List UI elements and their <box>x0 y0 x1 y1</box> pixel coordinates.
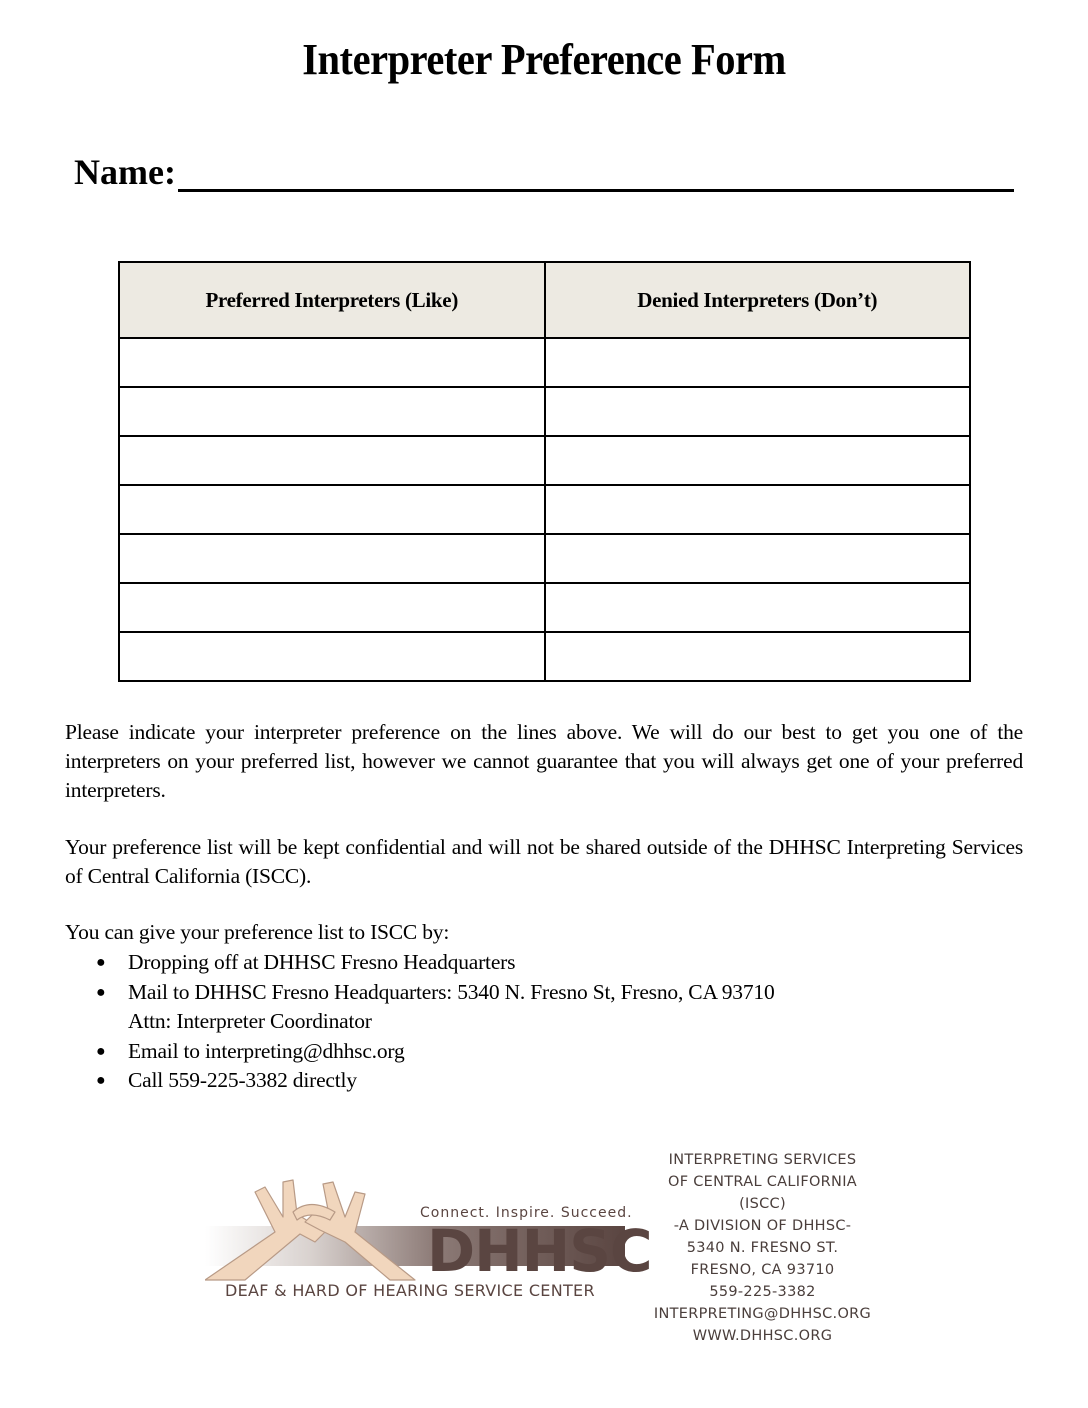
preferred-interpreter-cell[interactable] <box>119 485 545 534</box>
table-row <box>119 632 970 681</box>
method-text: Dropping off at DHHSC Fresno Headquarters <box>128 950 516 974</box>
name-field-row <box>74 152 1014 192</box>
contact-line: INTERPRETING SERVICES <box>668 1152 857 1168</box>
table-row <box>119 583 970 632</box>
preferred-interpreter-cell[interactable] <box>119 436 545 485</box>
method-text: Mail to DHHSC Fresno Headquarters: 5340 N. Fresno St, Fresno, CA 93710 <box>128 979 775 1004</box>
table-header-row <box>119 262 970 338</box>
method-dropoff <box>92 948 775 978</box>
preferred-interpreter-cell[interactable] <box>119 387 545 436</box>
form-title: Interpreter Preference Form <box>302 35 786 84</box>
preferred-interpreter-cell[interactable] <box>119 632 545 681</box>
contact-city: FRESNO, CA 93710 <box>690 1262 835 1278</box>
method-mail <box>92 978 775 1037</box>
preferred-interpreter-cell[interactable] <box>119 534 545 583</box>
bullet-icon: ● <box>96 1072 106 1089</box>
interpreter-preference-table <box>118 261 971 682</box>
contact-website: WWW.DHHSC.ORG <box>692 1328 833 1344</box>
denied-interpreter-cell[interactable] <box>545 338 971 387</box>
method-email <box>92 1037 775 1067</box>
bullet-icon: ● <box>96 983 106 1001</box>
denied-interpreter-cell[interactable] <box>545 583 971 632</box>
instructions-paragraph: Please indicate your interpreter preference on the lines above. We will do our best to get you one of the interpreters on your preferred list, however we cannot guarantee that you will always get one of your preferred interpreters. <box>65 720 1023 802</box>
bullet-icon: ● <box>96 1042 106 1060</box>
preferred-interpreter-cell[interactable] <box>119 338 545 387</box>
contact-line: (ISCC) <box>739 1196 786 1212</box>
name-input-line[interactable] <box>178 153 1014 192</box>
method-call <box>92 1066 775 1096</box>
contact-line: OF CENTRAL CALIFORNIA <box>667 1174 857 1190</box>
submission-intro: You can give your preference list to ISCC by: <box>65 920 450 944</box>
denied-interpreter-cell[interactable] <box>545 387 971 436</box>
contact-block <box>640 1149 885 1347</box>
denied-interpreter-cell[interactable] <box>545 534 971 583</box>
logo-tagline: Connect. Inspire. Succeed. <box>420 1205 633 1221</box>
method-text: Call 559-225-3382 directly <box>128 1068 357 1092</box>
method-text: Email to interpreting@dhhsc.org <box>128 1038 405 1063</box>
contact-line: -A DIVISION OF DHHSC- <box>673 1218 852 1234</box>
contact-phone: 559-225-3382 <box>709 1284 816 1300</box>
preferred-interpreter-cell[interactable] <box>119 583 545 632</box>
name-label: Name: <box>74 152 176 192</box>
table-row <box>119 436 970 485</box>
bullet-icon: ● <box>96 954 106 971</box>
denied-interpreter-cell[interactable] <box>545 485 971 534</box>
table-row <box>119 338 970 387</box>
contact-address: 5340 N. FRESNO ST. <box>686 1240 839 1256</box>
table-row <box>119 485 970 534</box>
logo-full-name: DEAF & HARD OF HEARING SERVICE CENTER <box>225 1281 595 1300</box>
table-row <box>119 387 970 436</box>
preferred-column-header: Preferred Interpreters (Like) <box>119 262 545 338</box>
denied-interpreter-cell[interactable] <box>545 632 971 681</box>
denied-interpreter-cell[interactable] <box>545 436 971 485</box>
table-body <box>119 338 970 681</box>
submission-methods-list <box>92 948 775 1096</box>
confidentiality-paragraph: Your preference list will be kept confidential and will not be shared outside of the DHHSC Interpreting Services of Central California (ISCC). <box>65 835 1023 888</box>
method-attn-text: Attn: Interpreter Coordinator <box>128 1009 372 1033</box>
contact-email: INTERPRETING@DHHSC.ORG <box>653 1306 872 1322</box>
table-row <box>119 534 970 583</box>
logo-brand: DHHSC <box>427 1217 652 1285</box>
dhhsc-logo <box>205 1172 652 1302</box>
signing-hands-icon <box>205 1172 435 1282</box>
denied-column-header: Denied Interpreters (Don’t) <box>545 262 971 338</box>
